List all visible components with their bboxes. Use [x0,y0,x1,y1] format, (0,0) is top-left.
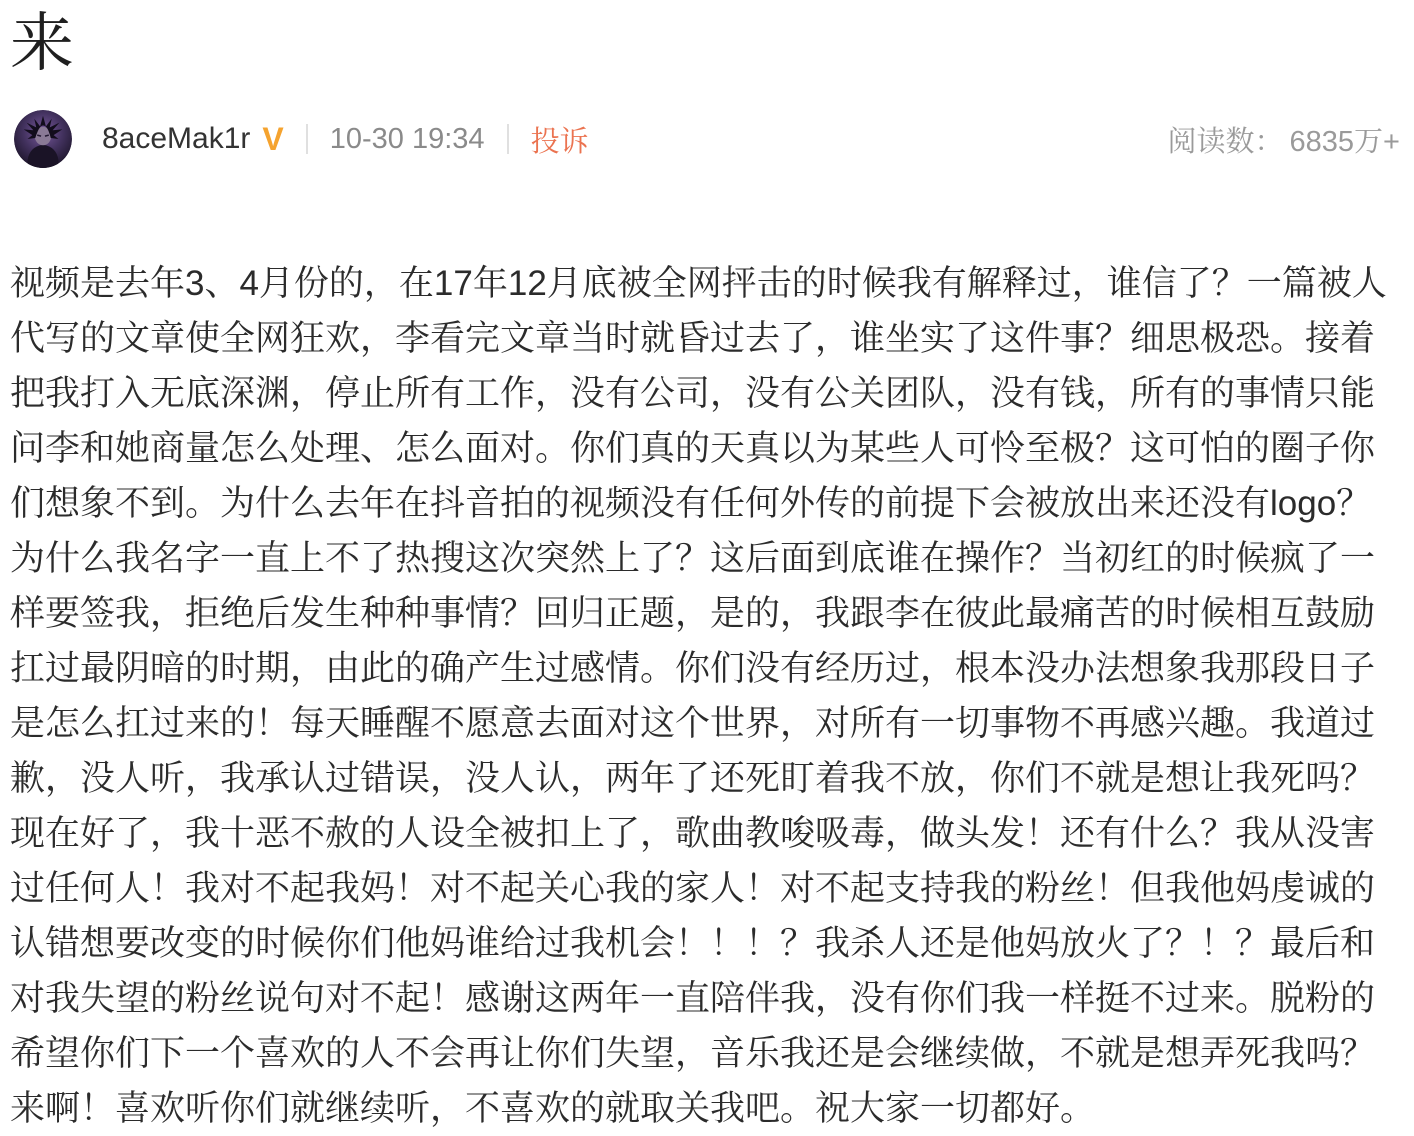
verified-v-icon: V [262,121,284,157]
report-link[interactable]: 投诉 [530,125,589,158]
read-count-label: 阅读数： [1167,125,1284,158]
read-count [1168,119,1400,160]
avatar[interactable] [14,110,72,168]
header-divider [306,124,308,154]
post-title: 来 [10,7,75,79]
post-timestamp: 10-30 19:34 [329,122,485,155]
post-body: 视频是去年3、4月份的，在17年12月底被全网抨击的时候我有解释过，谁信了？一篇被人代写的文章使全网狂欢，李看完文章当时就昏过去了，谁坐实了这件事？细思极恐。接着把我打入无底深渊，停止所有工作，没有公司，没有公关团队，没有钱，所有的事情只能问李和她商量怎么处理、怎么面对。你们真的天真以为某些人可怜至极？这可怕的圈子你们想象不到。为什么去年在抖音拍的视频没有任何外传的前提下会被放出来还没有logo？为什么我名字一直上不了热搜这次突然上了？这后面到底谁在操作？当初红的时候疯了一样要签我，拒绝后发生种种事情？回归正题，是的，我跟李在彼此最痛苦的时候相互鼓励扛过最阴暗的时期，由此的确产生过感情。你们没有经历过，根本没办法想象我那段日子是怎么扛过来的！每天睡醒不愿意去面对这个世界，对所有一切事物不再感兴趣。我道过歉，没人听，我承认过错误，没人认，两年了还死盯着我不放，你们不就是想让我死吗？现在好了，我十恶不赦的人设全被扣上了，歌曲教唆吸毒，做头发！还有什么？我从没害过任何人！我对不起我妈！对不起关心我的家人！对不起支持我的粉丝！但我他妈虔诚的认错想要改变的时候你们他妈谁给过我机会！！！？我杀人还是他妈放火了？！？最后和对我失望的粉丝说句对不起！感谢这两年一直陪伴我，没有你们我一样挺不过来。脱粉的希望你们下一个喜欢的人不会再让你们失望，音乐我还是会继续做，不就是想弄死我吗？来啊！喜欢听你们就继续听，不喜欢的就取关我吧。祝大家一切都好。 [10,264,1387,1128]
post-page [0,6,1414,1128]
author-name[interactable]: 8aceMak1r [102,122,251,155]
post-header [14,108,1400,170]
read-count-value: 6835万+ [1289,125,1400,158]
header-divider [507,124,509,154]
avatar-image [14,110,72,168]
